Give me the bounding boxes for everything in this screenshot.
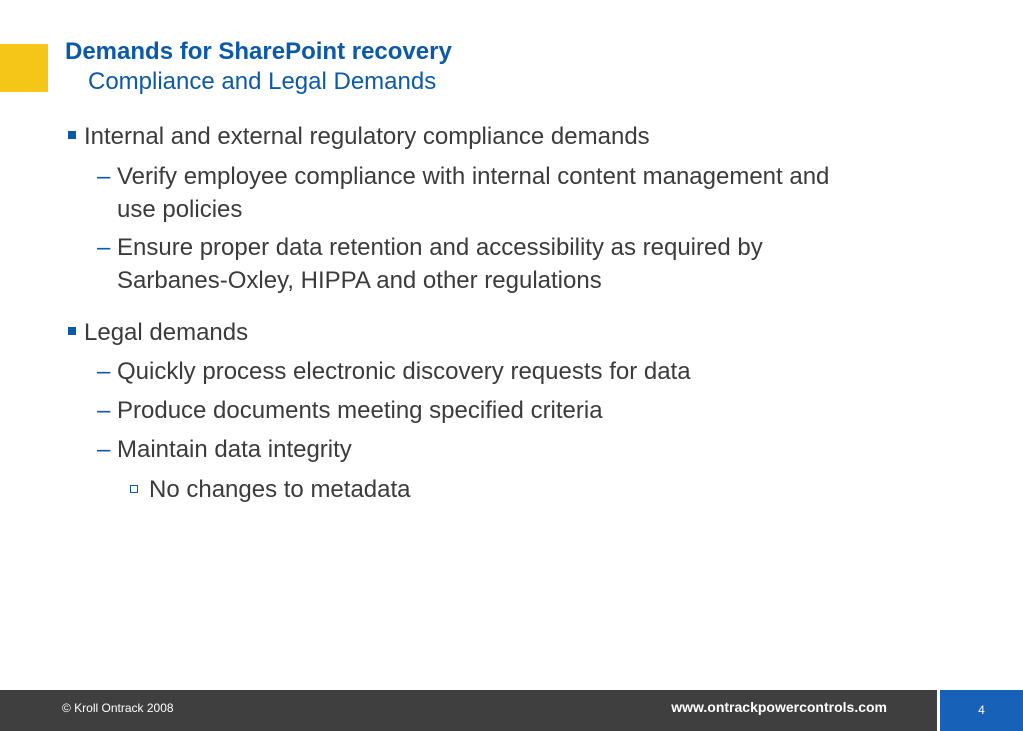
footer-bar	[0, 690, 937, 731]
bullet-2-sub-2: Produce documents meeting specified criteria	[117, 397, 603, 424]
dash-bullet-icon: –	[97, 436, 111, 463]
slide-title: Demands for SharePoint recovery	[65, 38, 452, 65]
bullet-1-sub-2-line-1: Ensure proper data retention and accessibility as required by	[117, 234, 763, 261]
bullet-2-sub-3: Maintain data integrity	[117, 436, 352, 463]
bullet-2: Legal demands	[84, 319, 249, 346]
bullet-2-sub-3-tertiary-1: No changes to metadata	[149, 476, 411, 503]
page-number-box	[940, 690, 1023, 731]
bullet-1-sub-2-line-2: Sarbanes-Oxley, HIPPA and other regulations	[117, 267, 602, 294]
bullet-1-sub-1-line-2: use policies	[117, 196, 243, 223]
dash-bullet-icon: –	[97, 358, 111, 385]
bullet-1: Internal and external regulatory compliance demands	[84, 123, 650, 150]
square-bullet-icon	[68, 131, 76, 139]
bullet-1-sub-1-line-1: Verify employee compliance with internal content management and	[117, 163, 830, 190]
page-number: 4	[978, 703, 985, 717]
accent-bar	[0, 44, 48, 92]
dash-bullet-icon: –	[97, 234, 111, 261]
bullet-2-sub-1: Quickly process electronic discovery requests for data	[117, 358, 691, 385]
slide-subtitle: Compliance and Legal Demands	[88, 68, 437, 95]
hollow-square-bullet-icon	[130, 485, 138, 493]
footer-url: www.ontrackpowercontrols.com	[671, 699, 887, 715]
square-bullet-icon	[68, 327, 76, 335]
dash-bullet-icon: –	[97, 163, 111, 190]
dash-bullet-icon: –	[97, 397, 111, 424]
footer-copyright: © Kroll Ontrack 2008	[62, 701, 174, 715]
